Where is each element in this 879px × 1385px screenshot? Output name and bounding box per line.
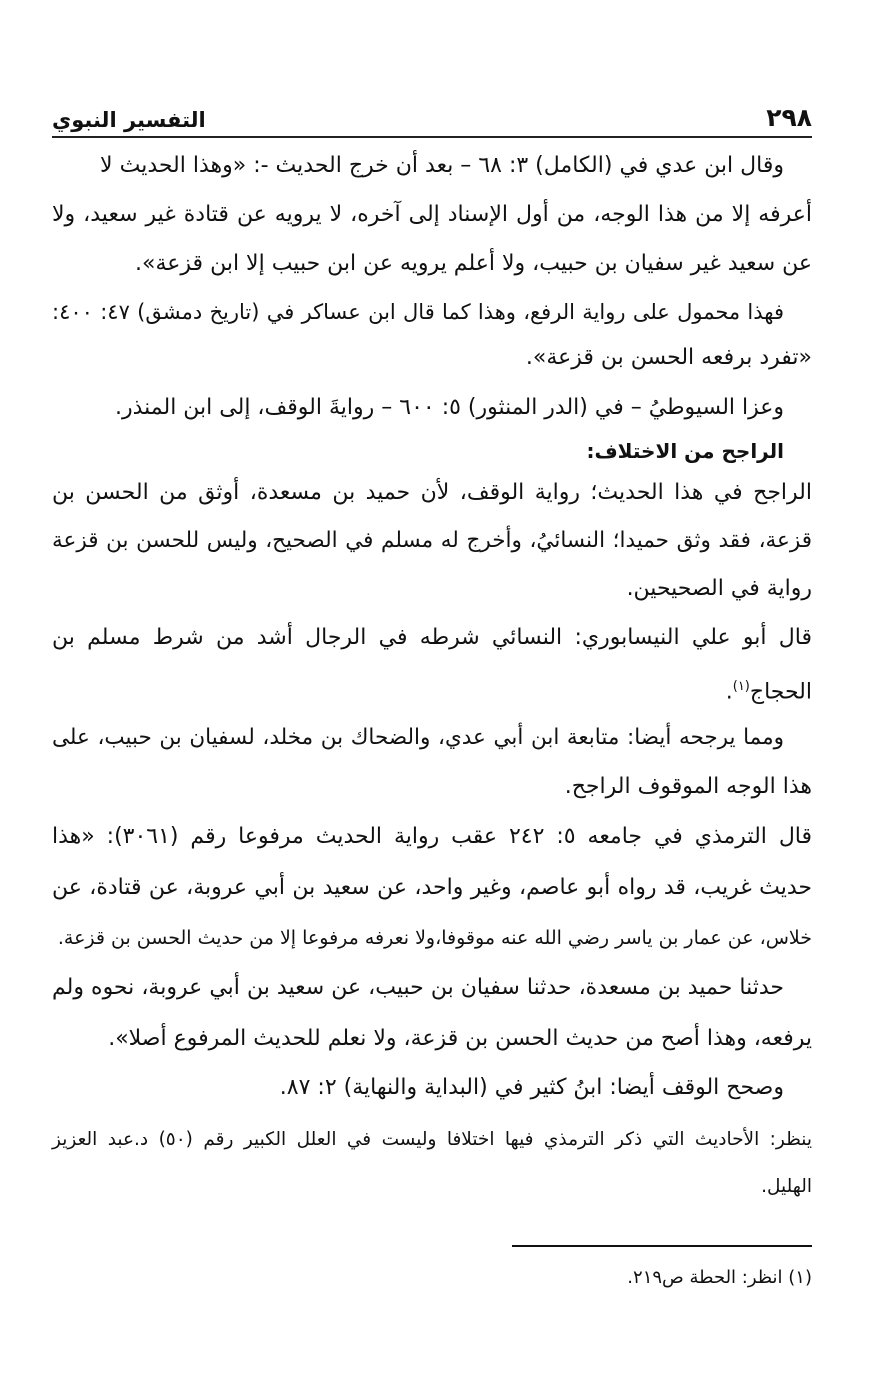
text-line: قال أبو علي النيسابوري: النسائي شرطه في الرجال أشد من شرط مسلم بن bbox=[52, 625, 812, 650]
footnote: (١) انظر: الحطة ص٢١٩. bbox=[627, 1267, 812, 1288]
line-text: الحجاج bbox=[749, 679, 812, 705]
text-line: حديث غريب، قد رواه أبو عاصم، وغير واحد، عن سعيد بن أبي عروبة، عن قتادة، عن bbox=[52, 875, 812, 900]
text-line: الحجاج$^{(١)}$. bbox=[725, 679, 812, 705]
footnote-marker: (١) bbox=[732, 679, 750, 694]
text-line: ومما يرجحه أيضا: متابعة ابن أبي عدي، والضحاك بن مخلد، لسفيان بن حبيب، على bbox=[52, 725, 784, 750]
text-line: يرفعه، وهذا أصح من حديث الحسن بن قزعة، ولا نعلم للحديث المرفوع أصلا». bbox=[108, 1026, 812, 1051]
text-line: وعزا السيوطيُ – في (الدر المنثور) ٥: ٦٠٠ – روايةَ الوقف، إلى ابن المنذر. bbox=[114, 395, 784, 420]
text-line: قال الترمذي في جامعه ٥: ٢٤٢ عقب رواية الحديث مرفوعا رقم (٣٠٦١): «هذا bbox=[52, 824, 813, 849]
text-line: أعرفه إلا من هذا الوجه، من أول الإسناد إلى آخره، لا يرويه عن قتادة غير سعيد، ولا bbox=[52, 202, 812, 227]
text-line: هذا الوجه الموقوف الراجح. bbox=[564, 774, 812, 799]
text-line: وقال ابن عدي في (الكامل) ٣: ٦٨ – بعد أن خرج الحديث -: «وهذا الحديث لا bbox=[100, 153, 784, 178]
running-title: التفسير النبوي bbox=[52, 108, 206, 132]
section-heading: الراجح من الاختلاف: bbox=[586, 439, 784, 463]
text-line: خلاس، عن عمار بن ياسر رضي الله عنه موقوفا،ولا نعرفه مرفوعا إلا من حديث الحسن بن قزعة. bbox=[57, 927, 812, 949]
page-header bbox=[52, 98, 812, 132]
text-line: عن سعيد غير سفيان بن حبيب، ولا أعلم يرويه عن ابن حبيب إلا ابن قزعة». bbox=[135, 251, 812, 276]
footnote-separator bbox=[512, 1245, 812, 1247]
text-line: الراجح في هذا الحديث؛ رواية الوقف، لأن حميد بن مسعدة، أوثق من الحسن بن bbox=[52, 480, 812, 505]
page-number: ٢٩٨ bbox=[766, 103, 812, 132]
text-line: الهليل. bbox=[761, 1176, 812, 1197]
text-line: ينظر: الأحاديث التي ذكر الترمذي فيها اختلافا وليست في العلل الكبير رقم (٥٠) د.عبد العزيز bbox=[52, 1129, 813, 1150]
header-rule bbox=[52, 136, 812, 138]
text-line: «تفرد برفعه الحسن بن قزعة». bbox=[525, 345, 812, 370]
text-line: رواية في الصحيحين. bbox=[626, 576, 812, 601]
text-line: وصحح الوقف أيضا: ابنُ كثير في (البداية والنهاية) ٢: ٨٧. bbox=[279, 1075, 784, 1100]
text-line: حدثنا حميد بن مسعدة، حدثنا سفيان بن حبيب، عن سعيد بن أبي عروبة، نحوه ولم bbox=[52, 975, 784, 1000]
text-line: فهذا محمول على رواية الرفع، وهذا كما قال ابن عساكر في (تاريخ دمشق) ٤٧: ٤٠٠: bbox=[52, 300, 784, 324]
text-line: قزعة، فقد وثق حميدا؛ النسائيُ، وأخرج له مسلم في الصحيح، وليس للحسن بن قزعة bbox=[52, 528, 812, 553]
